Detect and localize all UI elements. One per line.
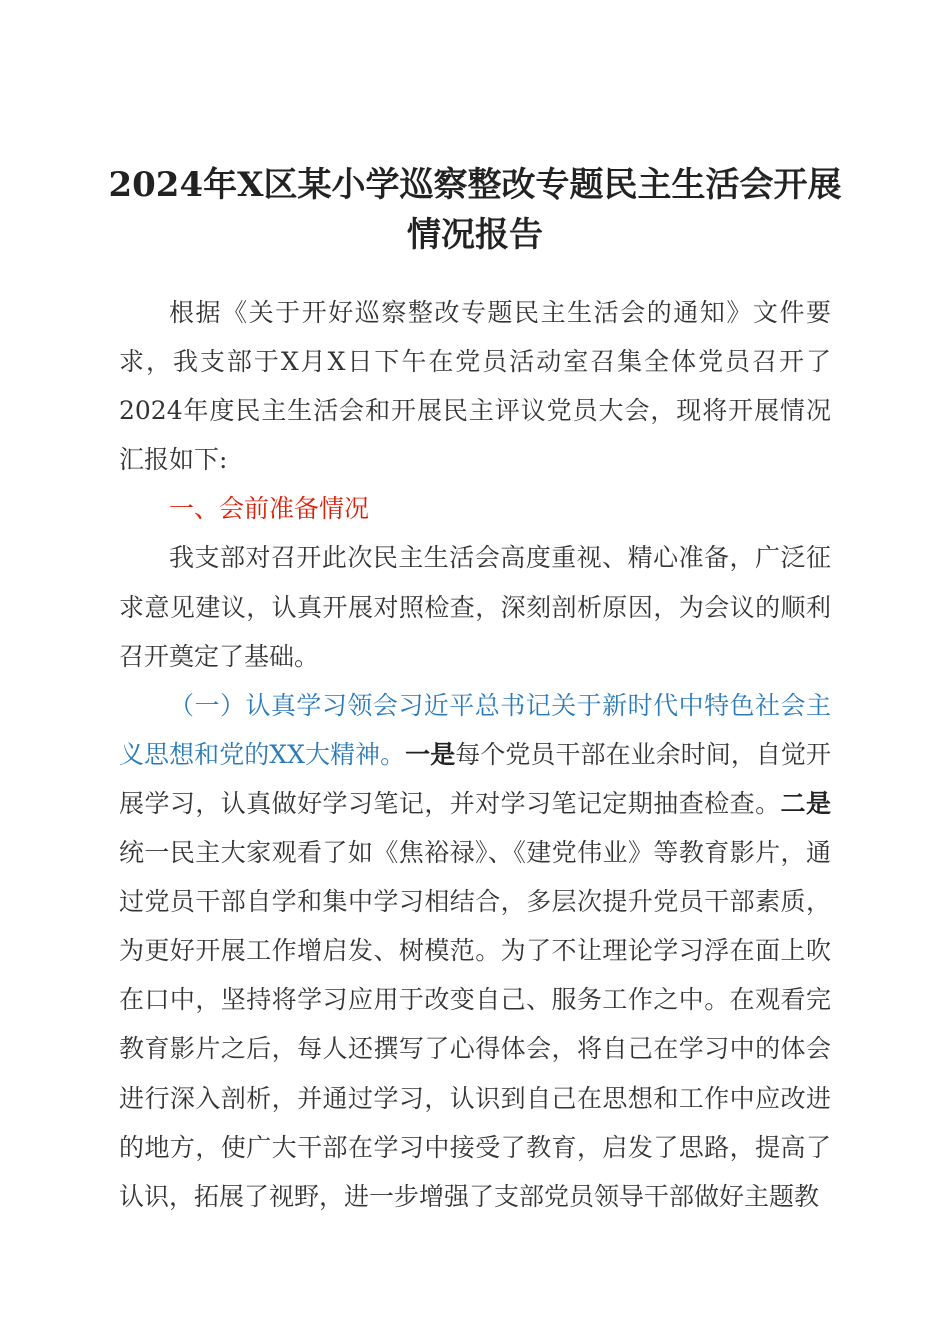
- point-label-2: 二是: [780, 788, 831, 818]
- point-label-1: 一是: [405, 739, 456, 769]
- subsection-heading-text: （一）认真学习领会习近平总书记关于新时代中特色社会主义思想和党的XX大精神。: [119, 690, 831, 769]
- point-text-2: 统一民主大家观看了如《焦裕禄》、《建党伟业》等教育影片，通过党员干部自学和集中学习相结合，多层次提升党员干部素质，为更好开展工作增启发、树模范。为了不让理论学习浮在面上吹在口中，坚持将学习应用于改变自己、服务工作之中。在观看完教育影片之后，每人还撰写了心得体会，将自己在学习中的体会进行深入剖析，并通过学习，认识到自己在思想和工作中应改进的地方，使广大干部在学习中接受了教育，启发了思路，提高了认识，拓展了视野，进一步增强了支部党员领导干部做好主题教: [119, 838, 831, 1211]
- subsection-paragraph-1: [119, 681, 831, 1221]
- document-title: 2024年X区某小学巡察整改专题民主生活会开展情况报告: [108, 165, 842, 255]
- section-heading-text: 一、会前准备情况: [169, 494, 370, 524]
- section-heading-1: [119, 484, 831, 533]
- document-body: [119, 288, 831, 1221]
- section-paragraph-1: 我支部对召开此次民主生活会高度重视、精心准备，广泛征求意见建议，认真开展对照检查，深刻剖析原因，为会议的顺利召开奠定了基础。: [119, 543, 831, 671]
- intro-paragraph: 根据《关于开好巡察整改专题民主生活会的通知》文件要求，我支部于X月X日下午在党员活动室召集全体党员召开了2024年度民主生活会和开展民主评议党员大会，现将开展情况汇报如下:: [119, 298, 831, 475]
- point-text-1: 每个党员干部在业余时间，自觉开展学习，认真做好学习笔记，并对学习笔记定期抽查检查。: [119, 739, 831, 818]
